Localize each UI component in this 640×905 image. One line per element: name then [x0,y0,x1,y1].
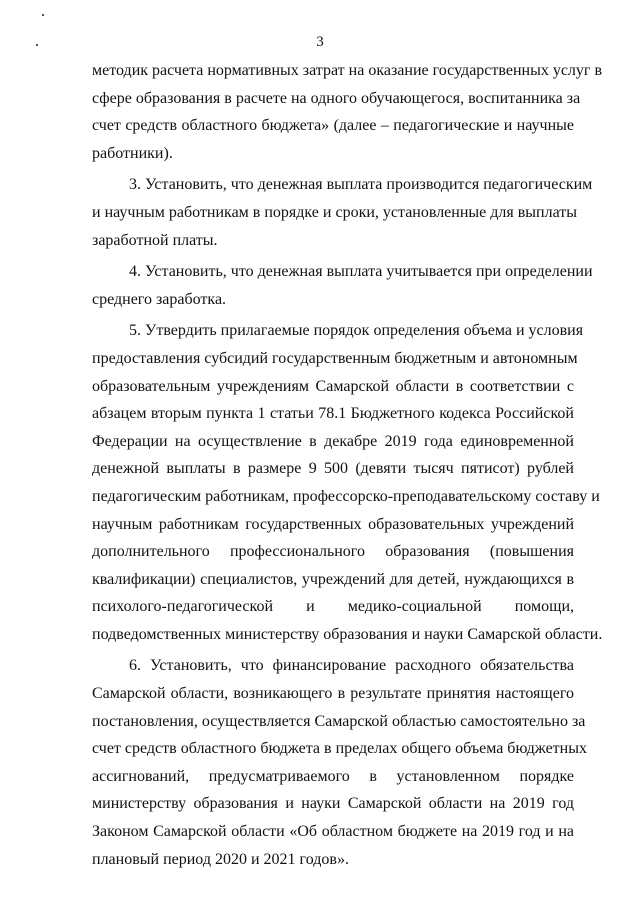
text-line: 5. Утвердить прилагаемые порядок определения объема и условия [129,322,584,340]
text-line: подведомственных министерству образования и науки Самарской области. [92,625,603,643]
text-line: и научным работникам в порядке и сроки, установленные для выплаты [92,203,578,221]
text-line: Федерации на осуществление в декабре 2019 года единовременной [92,432,574,450]
text-line: Законом Самарской области «Об областном бюджете на 2019 год и на [92,823,574,841]
text-line: 3. Установить, что денежная выплата производится педагогическим [129,176,593,194]
paragraph-item-6 [92,652,587,873]
text-line: предоставления субсидий государственным бюджетным и автономным [92,349,578,367]
text-line: абзацем вторым пункта 1 статьи 78.1 Бюджетного кодекса Российской [92,405,574,423]
text-line: педагогическим работникам, профессорско-преподавательскому составу и [92,487,600,505]
paragraph-item-3 [92,171,593,254]
text-line: Самарской области, возникающего в результате принятия настоящего [92,685,574,703]
text-line: плановый период 2020 и 2021 годов». [92,850,349,868]
text-line: научным работникам государственных образовательных учреждений [92,515,574,533]
text-line: счет средств областного бюджета в пределах общего объема бюджетных [92,740,587,758]
paragraph-item-5 [92,317,603,648]
scan-speck [42,14,44,16]
text-line: методик расчета нормативных затрат на оказание государственных услуг в [92,62,603,79]
text-line: дополнительного профессионального образования (повышения [92,543,574,561]
text-line: образовательным учреждениям Самарской области в соответствии с [92,377,574,395]
text-line: квалификации) специалистов, учреждений для детей, нуждающихся в [92,570,574,588]
text-line: работники). [92,144,173,162]
text-line: среднего заработка. [92,290,227,308]
text-line: 6. Установить, что финансирование расходного обязательства [129,657,574,675]
document-body [92,57,603,873]
page-number: 3 [316,34,324,50]
text-line: заработной платы. [92,231,218,249]
text-line: сфере образования в расчете на одного обучающегося, воспитанника за [92,89,581,107]
paragraph-item-4 [92,258,593,313]
text-line: психолого-педагогической и медико-социальной помощи, [92,598,574,616]
text-line: министерству образования и науки Самарской области на 2019 год [92,795,574,813]
text-line: 4. Установить, что денежная выплата учитывается при определении [129,263,593,281]
text-line: постановления, осуществляется Самарской областью самостоятельно за [92,712,586,730]
paragraph-intro-continuation [92,57,603,167]
text-line: ассигнований, предусматриваемого в установленном порядке [92,767,574,785]
text-line: счет средств областного бюджета» (далее – педагогические и научные [92,117,574,135]
text-line: денежной выплаты в размере 9 500 (девяти тысяч пятисот) рублей [92,460,574,478]
